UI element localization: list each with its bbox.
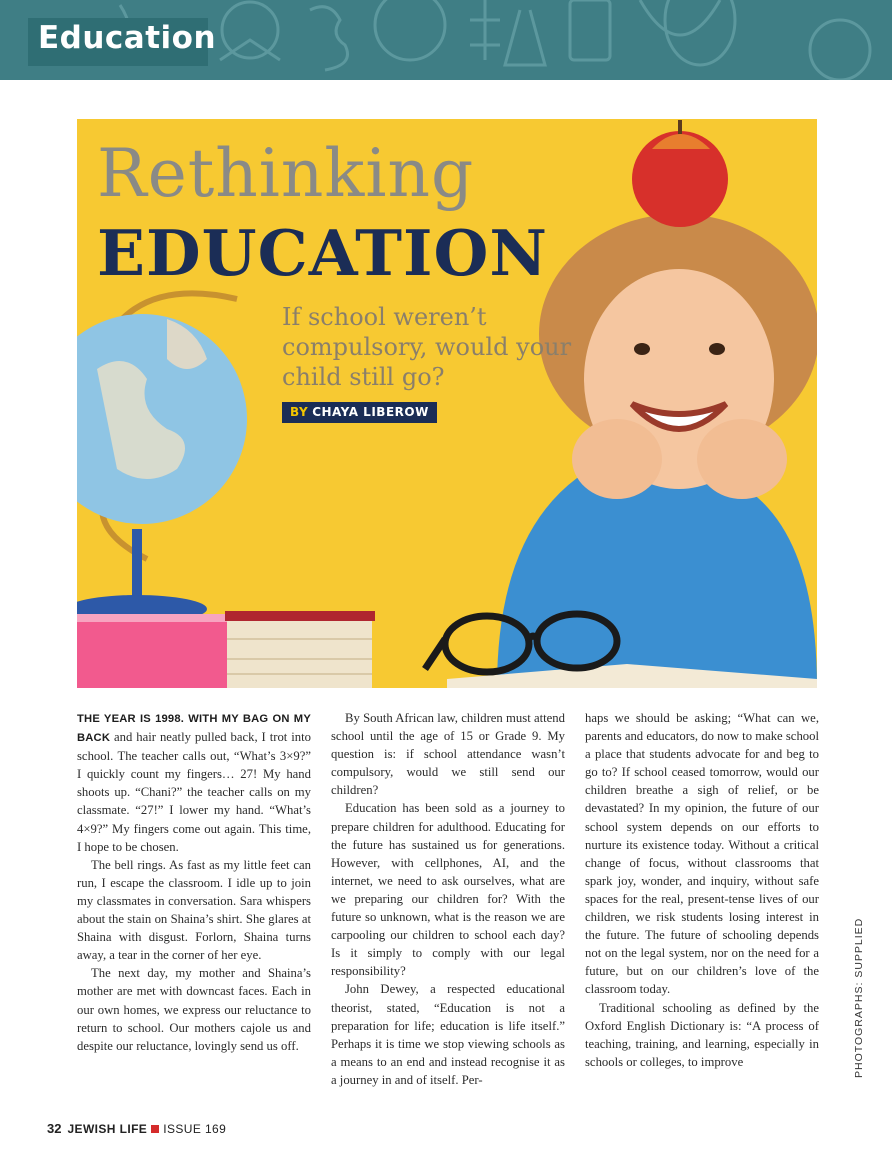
article-subhead: If school weren’t compulsory, would your child still go? [282, 303, 572, 391]
book-stack [225, 611, 375, 688]
article-paragraph [77, 709, 311, 856]
author-byline [282, 402, 437, 423]
section-label: Education [38, 20, 217, 56]
photo-credit: PHOTOGRAPHS: SUPPLIED [853, 917, 865, 1078]
article-paragraph: The bell rings. As fast as my little feet can run, I escape the classroom. I idle up to join my classmates in conversation. Sara whispers about the stain on Shaina’s shirt. She glares at Shaina with disgust. Forlorn, Shaina turns away, a tear in the corner of her eye. [77, 857, 311, 963]
headline-line-2: EDUCATION [97, 216, 548, 290]
headline-line-1: Rethinking [97, 135, 475, 212]
article-paragraph: John Dewey, a respected educational theorist, stated, “Education is not a preparation for life; education is life itself.” Perhaps it is time we stop viewing schools as a means to an end and instead recognise it as a journey in and of itself. Per- [331, 982, 565, 1087]
byline-by: BY [290, 405, 309, 419]
article-paragraph: By South African law, children must attend school until the age of 15 or Grade 9. My question is: if school attendance wasn’t compulsory, would we still send our children? [331, 711, 565, 798]
issue-number: ISSUE 169 [163, 1122, 227, 1136]
article-paragraph: The next day, my mother and Shaina’s mother are met with downcast faces. Each in our own homes, we express our reluctance to return to school. Our mothers cajole us and despite our reluctance, lovingly send us off. [77, 966, 311, 1053]
article-paragraph: Education has been sold as a journey to prepare children for adulthood. Educating for the future has sustained us for generations. However, with cellphones, AI, and the internet, we need to ask ourselves, what are we preparing our children for? With the future so unknown, what is the reason we are carpooling our children to school each day? Is it simply to comply with our legal responsibility? [331, 801, 565, 979]
globe-illustration [77, 293, 247, 623]
article-column-2 [331, 709, 565, 1089]
lead-in: THE YEAR IS 1998. WITH MY BAG ON MY BACK [77, 713, 311, 745]
byline-author: CHAYA LIBEROW [312, 405, 429, 419]
smiling-girl-illustration [497, 120, 817, 688]
article-paragraph: Traditional schooling as defined by the Oxford English Dictionary is: “A process of teaching, training, and learning, especially in schools or colleges, to improve [585, 1000, 819, 1069]
section-banner [0, 0, 892, 80]
red-square-icon [151, 1125, 159, 1133]
magazine-name: JEWISH LIFE [67, 1122, 148, 1136]
article-paragraph: haps we should be asking; “What can we, parents and educators, do now to make school a place that students advocate for and beg to go to? If school ceased tomorrow, would our children breathe a sigh of relief, or be devastated? In my opinion, the future of our school system depends on our efforts to nurture its existence today. Without a critical change of focus, without classrooms that spark joy, wonder, and inquiry, without safe spaces for the real, present-tense lives of our children, we risk students losing interest in the future. The future of schooling depends not on the legal system, nor on the need for a future, but on our children’s love of the classroom today. [585, 711, 819, 997]
pink-notebook [77, 619, 227, 688]
paragraph-text: and hair neatly pulled back, I trot into school. The teacher calls out, “What’s 3×9?” I quickly count my fingers… 27! My hand shoots up. “Chani?” the teacher calls on my classmate. “27!” I lower my hand. “What’s 4×9?” My fingers come out again. This time, I hope to be chosen. [77, 730, 311, 854]
page-number: 32 [47, 1121, 62, 1136]
article-column-1 [77, 709, 311, 1055]
article-column-3 [585, 709, 819, 1071]
page-footer [47, 1121, 226, 1136]
